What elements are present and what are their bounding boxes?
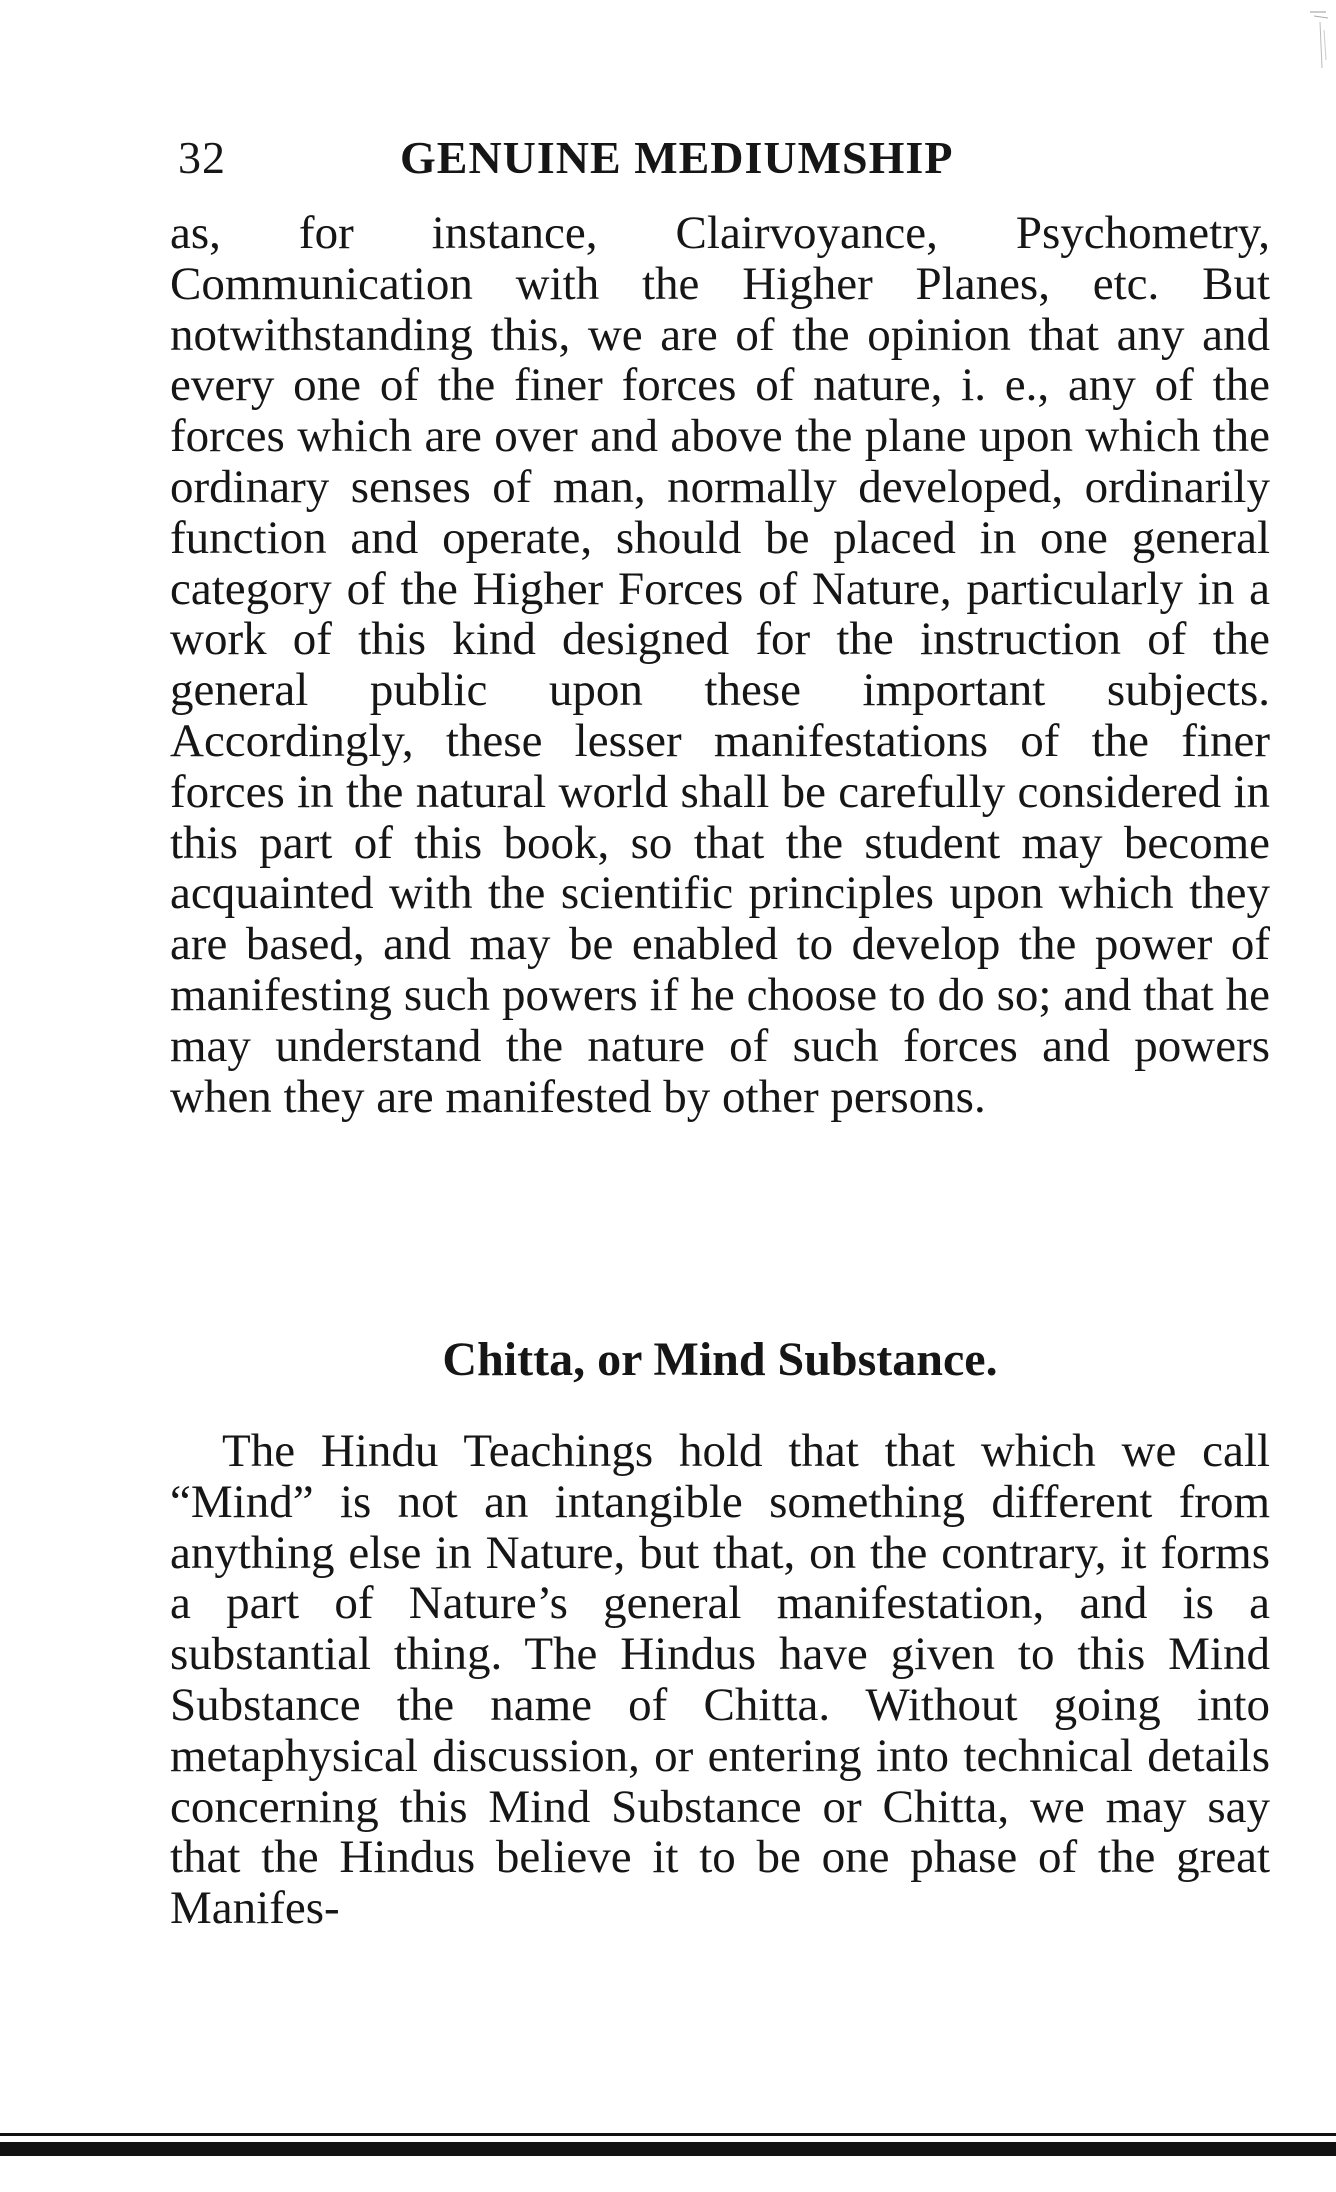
paragraph-1: as, for instance, Clairvoyance, Psychometry, Communication with the Higher Planes, etc. But notwithstanding this, we are of the opinion that any and every one of the finer forces of nature, i. e., any of the forces which are over and above the plane upon which the ordinary senses of man, normally developed, ordinarily function and operate, should be placed in one general category of the Higher Forces of Nature, particularly in a work of this kind designed for the instruction of the general public upon these important subjects. Accordingly, these lesser manifestations of the finer forces in the natural world shall be carefully considered in this part of this book, so that the student may become acquainted with the scientific principles upon which they are based, and may be enabled to develop the power of manifesting such powers if he choose to do so; and that he may understand the nature of such forces and powers when they are manifested by other persons. [170, 207, 1270, 1123]
bottom-rule-thin [0, 2133, 1336, 2136]
scan-artifact-mark [1306, 10, 1330, 70]
bottom-rule-thick [0, 2142, 1336, 2156]
running-title: GENUINE MEDIUMSHIP [400, 132, 954, 183]
paragraph-2: The Hindu Teachings hold that that which we call “Mind” is not an intangible something different from anything else in Nature, but that, on the contrary, it forms a part of Nature’s general manifestation, and is a substantial thing. The Hindus have given to this Mind Substance the name of Chitta. Without going into metaphysical discussion, or entering into technical details concerning this Mind Substance or Chitta, we may say that the Hindus believe it to be one phase of the great Manifes- [170, 1425, 1270, 1935]
page-header [178, 128, 1268, 188]
section-heading: Chitta, or Mind Substance. [442, 1333, 998, 1386]
scan-artifact-icon [1306, 10, 1330, 70]
page-number: 32 [178, 132, 226, 183]
